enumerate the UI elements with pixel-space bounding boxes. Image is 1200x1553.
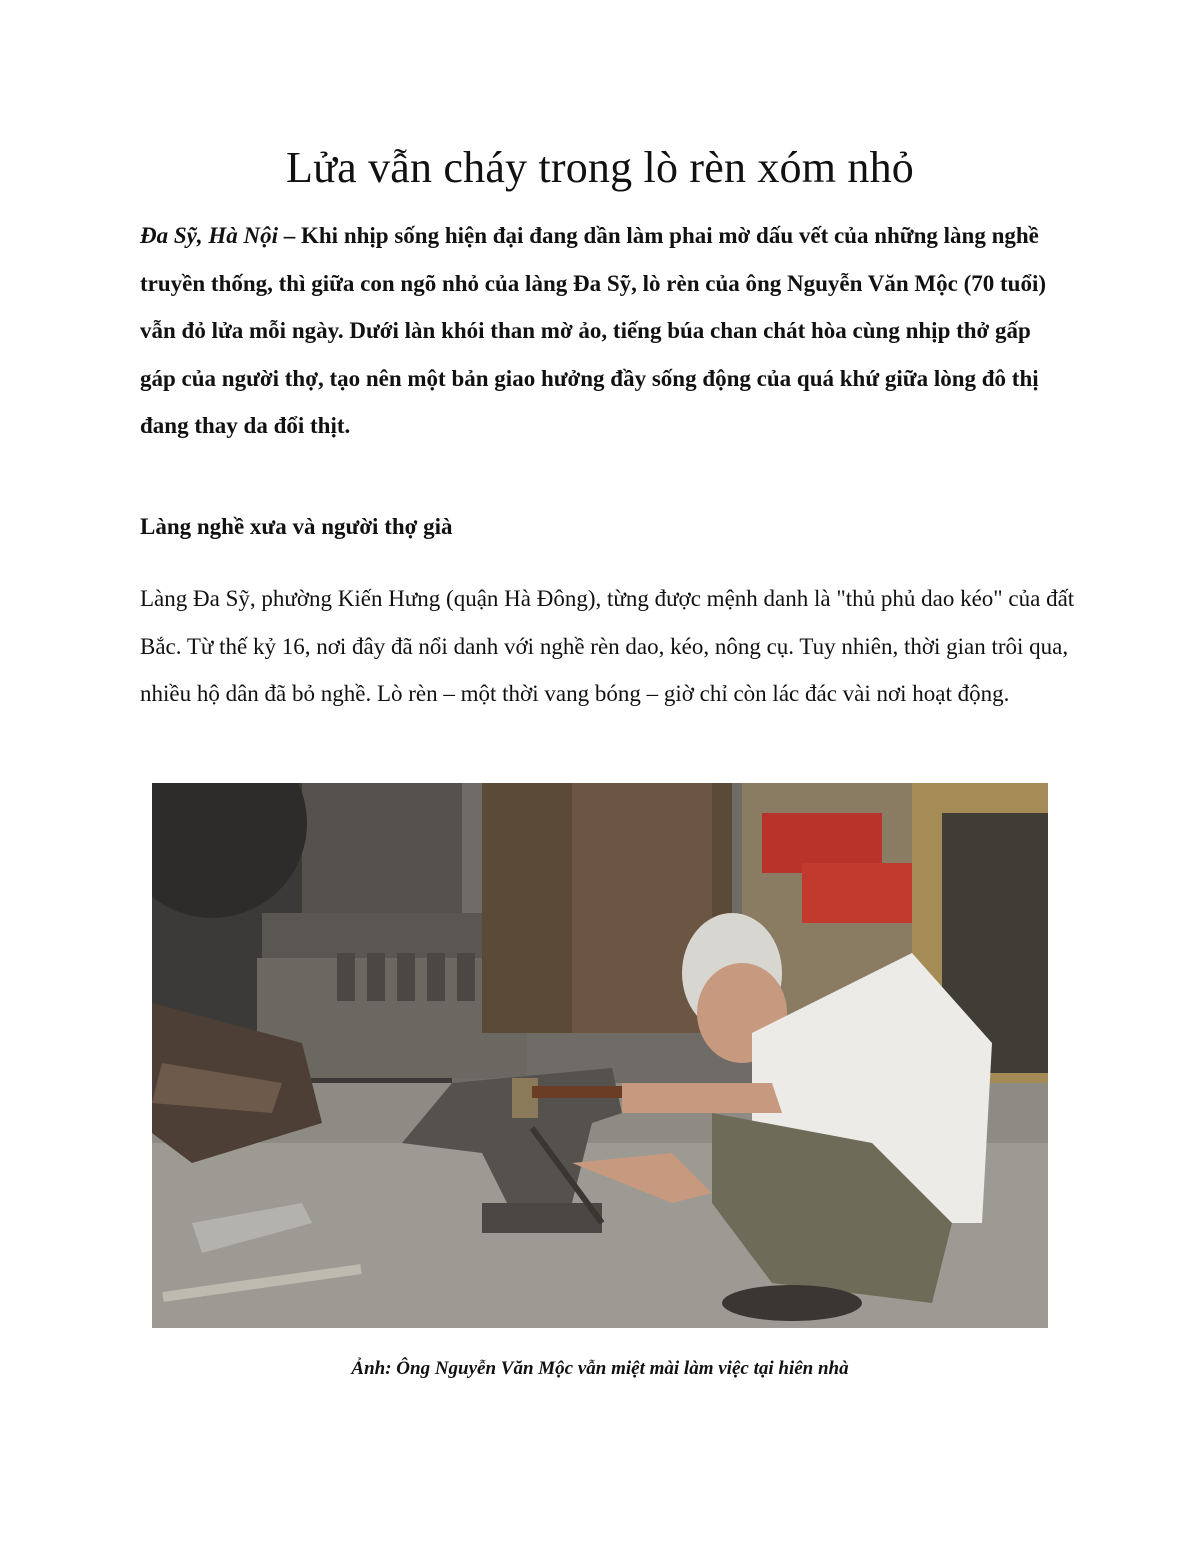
lead-dateline: Đa Sỹ, Hà Nội bbox=[140, 223, 278, 248]
blacksmith-photo-illustration bbox=[152, 783, 1048, 1328]
body-paragraph: Làng Đa Sỹ, phường Kiến Hưng (quận Hà Đông), từng được mệnh danh là "thủ phủ dao kéo" của đất Bắc. Từ thế kỷ 16, nơi đây đã nổi danh với nghề rèn dao, kéo, nông cụ. Tuy nhiên, thời gian trôi qua, nhiều hộ dân đã bỏ nghề. Lò rèn – một thời vang bóng – giờ chỉ còn lác đác vài nơi hoạt động. bbox=[140, 586, 1075, 706]
lead-text: – Khi nhịp sống hiện đại đang dần làm phai mờ dấu vết của những làng nghề truyền thống, thì giữa con ngõ nhỏ của làng Đa Sỹ, lò rèn của ông Nguyễn Văn Mộc (70 tuổi) vẫn đỏ lửa mỗi ngày. Dưới làn khói than mờ ảo, tiếng búa chan chát hòa cùng nhịp thở gấp gáp của người thợ, tạo nên một bản giao hưởng đầy sống động của quá khứ giữa lòng đô thị đang thay da đổi thịt. bbox=[140, 223, 1046, 438]
photo-caption: Ảnh: Ông Nguyễn Văn Mộc vẫn miệt mài làm việc tại hiên nhà bbox=[351, 1358, 849, 1379]
section-heading: Làng nghề xưa và người thợ già bbox=[140, 514, 453, 539]
article-photo bbox=[152, 783, 1048, 1328]
lead-paragraph bbox=[140, 212, 1070, 450]
article-title: Lửa vẫn cháy trong lò rèn xóm nhỏ bbox=[286, 143, 914, 192]
